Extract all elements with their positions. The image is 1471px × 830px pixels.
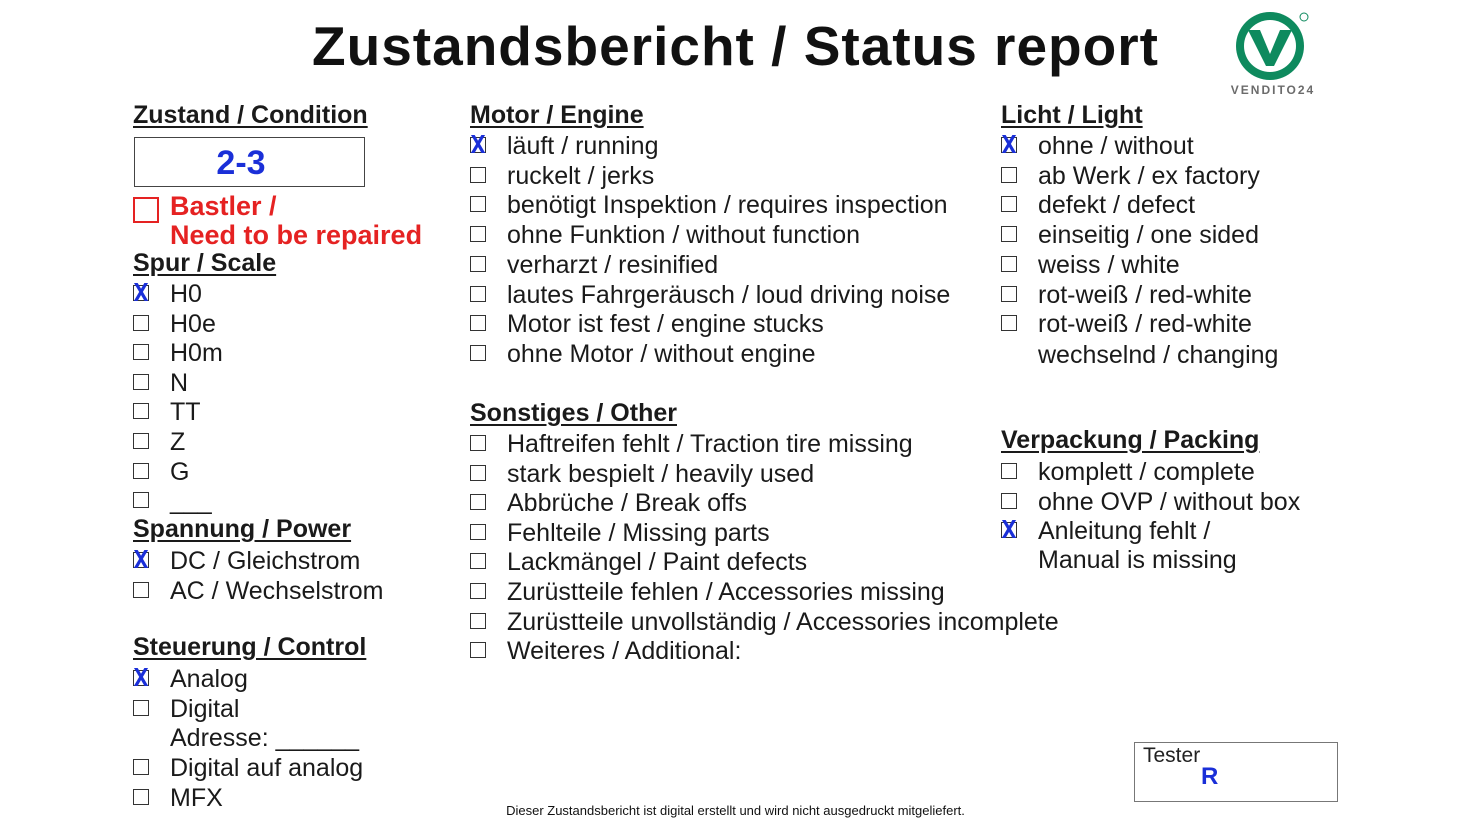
heading-condition: Zustand / Condition — [133, 101, 368, 129]
address-label: Adresse: ______ — [170, 724, 360, 752]
page-title: Zustandsbericht / Status report — [312, 15, 1159, 77]
option-label: ohne Funktion / without function — [507, 221, 861, 250]
option-label: weiss / white — [1038, 250, 1180, 279]
option-label: lautes Fahrgeräusch / loud driving noise — [507, 280, 951, 309]
repair-label-line2: Need to be repaired — [170, 220, 423, 250]
option-label: Weiteres / Additional: — [507, 637, 742, 666]
checkbox[interactable] — [470, 345, 486, 361]
check-mark-icon: X — [1001, 515, 1017, 545]
option-label: Digital auf analog — [170, 754, 364, 783]
checkbox[interactable] — [133, 463, 149, 479]
check-mark-icon: X — [470, 130, 486, 159]
checkbox[interactable] — [1001, 167, 1017, 183]
option-label: ohne Motor / without engine — [507, 339, 816, 368]
light-continuation-label: wechselnd / changing — [1038, 341, 1279, 369]
checkbox[interactable] — [133, 403, 149, 419]
option-label: TT — [170, 398, 201, 427]
checkbox[interactable] — [133, 344, 149, 360]
checkbox[interactable] — [470, 524, 486, 540]
checkbox[interactable] — [470, 494, 486, 510]
checkbox[interactable] — [470, 286, 486, 302]
repair-checkbox[interactable] — [133, 197, 159, 223]
option-label: H0e — [170, 309, 216, 338]
checkbox[interactable] — [133, 492, 149, 508]
checkbox[interactable] — [470, 226, 486, 242]
tester-box — [1134, 742, 1338, 802]
option-label: MFX — [170, 784, 223, 813]
option-label: ruckelt / jerks — [507, 161, 655, 190]
option-label: Haftreifen fehlt / Traction tire missing — [507, 430, 913, 458]
checkbox[interactable] — [470, 465, 486, 481]
check-mark-icon: X — [133, 663, 149, 692]
checkbox[interactable] — [470, 256, 486, 272]
check-mark-icon: X — [133, 545, 149, 574]
option-label: komplett / complete — [1038, 458, 1255, 486]
checkbox[interactable] — [133, 700, 149, 716]
tester-value: R — [1201, 763, 1219, 790]
checkbox[interactable] — [133, 315, 149, 331]
checkbox[interactable] — [1001, 286, 1017, 302]
heading-control: Steuerung / Control — [133, 633, 367, 661]
heading-power: Spannung / Power — [133, 515, 352, 543]
option-label: Fehlteile / Missing parts — [507, 518, 770, 547]
option-label: H0 — [170, 280, 202, 308]
option-label: defekt / defect — [1038, 191, 1196, 220]
option-label: einseitig / one sided — [1038, 221, 1259, 250]
option-label: stark bespielt / heavily used — [507, 459, 815, 488]
option-label: ohne / without — [1038, 132, 1194, 160]
checkbox[interactable] — [133, 582, 149, 598]
checkbox[interactable] — [470, 315, 486, 331]
option-label: Digital — [170, 694, 240, 723]
condition-grade-box — [134, 137, 365, 187]
checkbox[interactable] — [470, 613, 486, 629]
option-label: H0m — [170, 339, 223, 368]
checkbox[interactable] — [133, 759, 149, 775]
heading-packing: Verpackung / Packing — [1001, 426, 1260, 454]
check-mark-icon: X — [1001, 130, 1017, 159]
condition-grade: 2-3 — [216, 144, 266, 182]
option-label: G — [170, 457, 190, 486]
option-label: ___ — [170, 487, 212, 516]
option-label: verharzt / resinified — [507, 250, 719, 279]
option-label: Analog — [170, 665, 248, 693]
checkbox[interactable] — [470, 167, 486, 183]
logo-text: VENDITO24 — [1230, 83, 1316, 97]
option-label: N — [170, 368, 189, 397]
heading-engine: Motor / Engine — [470, 101, 644, 129]
option-label: benötigt Inspektion / requires inspection — [507, 191, 948, 220]
tester-label: Tester — [1143, 744, 1201, 767]
option-label: Lackmängel / Paint defects — [507, 548, 808, 577]
checkbox[interactable] — [133, 433, 149, 449]
option-label: DC / Gleichstrom — [170, 547, 361, 575]
footer-note: Dieser Zustandsbericht ist digital erstellt und wird nicht ausgedruckt mitgeliefert. — [506, 803, 965, 818]
option-label: Zurüstteile fehlen / Accessories missing — [507, 578, 945, 606]
checkbox[interactable] — [470, 196, 486, 212]
checkbox[interactable] — [1001, 493, 1017, 509]
checkbox[interactable] — [470, 553, 486, 569]
option-label: Zurüstteile unvollständig / Accessories incomplete — [507, 607, 1059, 636]
option-label: rot-weiß / red-white — [1038, 280, 1252, 309]
option-label: Z — [170, 428, 186, 456]
checkbox[interactable] — [1001, 463, 1017, 479]
heading-scale: Spur / Scale — [133, 249, 277, 277]
option-label: rot-weiß / red-white — [1038, 310, 1252, 339]
checkbox[interactable] — [1001, 256, 1017, 272]
checkbox[interactable] — [470, 642, 486, 658]
checkbox[interactable] — [1001, 226, 1017, 242]
heading-light: Licht / Light — [1001, 101, 1143, 129]
option-label: AC / Wechselstrom — [170, 576, 384, 605]
repair-label-line1: Bastler / — [170, 191, 277, 221]
option-label: Motor ist fest / engine stucks — [507, 310, 824, 339]
checkbox[interactable] — [470, 435, 486, 451]
option-label: ab Werk / ex factory — [1038, 161, 1260, 190]
packing-continuation-label: Manual is missing — [1038, 546, 1237, 574]
repair-label — [170, 192, 422, 250]
check-mark-icon: X — [133, 278, 149, 307]
checkbox[interactable] — [1001, 196, 1017, 212]
checkbox[interactable] — [1001, 315, 1017, 331]
checkbox[interactable] — [133, 374, 149, 390]
heading-other: Sonstiges / Other — [470, 399, 677, 427]
checkbox[interactable] — [470, 583, 486, 599]
option-label: Abbrüche / Break offs — [507, 489, 747, 518]
option-label: läuft / running — [507, 132, 659, 160]
option-label: ohne OVP / without box — [1038, 487, 1301, 516]
option-label: Anleitung fehlt / — [1038, 517, 1211, 546]
